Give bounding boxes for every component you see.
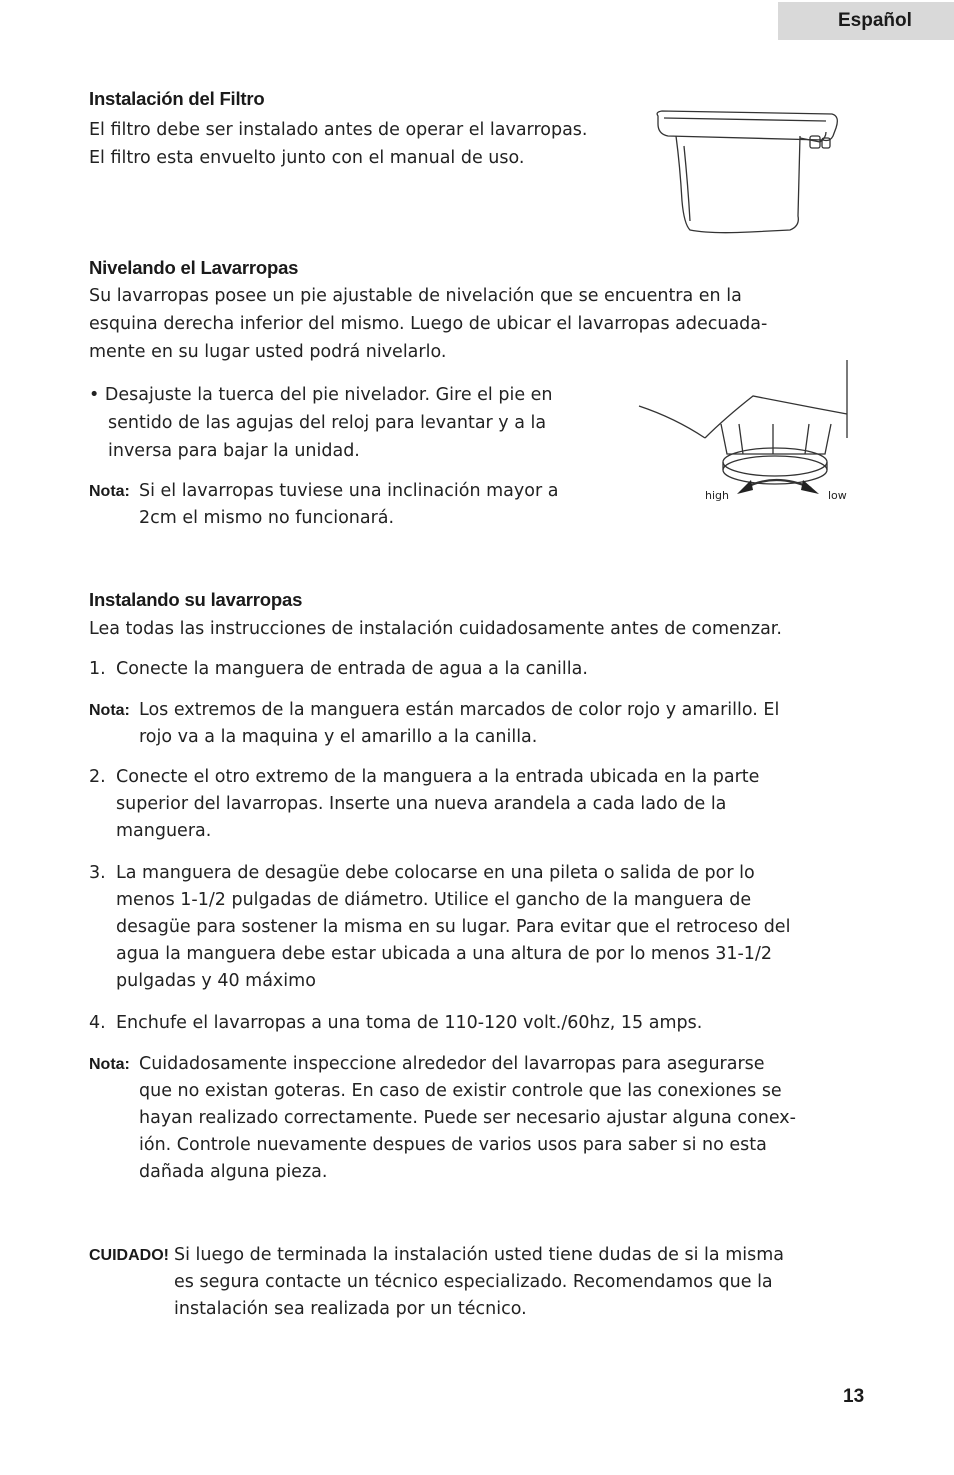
note-line: Los extremos de la manguera están marcados de color rojo y amarillo. El xyxy=(139,700,780,720)
leveling-heading: Nivelando el Lavarropas xyxy=(89,257,299,278)
leveling-text-line: Su lavarropas posee un pie ajustable de nivelación que se encuentra en la xyxy=(89,286,742,306)
caution-line: instalación sea realizada por un técnico. xyxy=(174,1299,527,1319)
page-number: 13 xyxy=(843,1386,865,1407)
note-line: 2cm el mismo no funcionará. xyxy=(139,508,395,528)
filter-heading: Instalación del Filtro xyxy=(89,88,265,109)
note-line: Si el lavarropas tuviese una inclinación mayor a xyxy=(139,481,559,501)
language-tab: Español xyxy=(778,2,954,40)
step-4 xyxy=(89,1010,859,1037)
high-label: high xyxy=(705,489,729,502)
leveling-foot-diagram xyxy=(635,358,855,508)
step-1 xyxy=(89,656,859,683)
step-line: desagüe para sostener la misma en su lugar. Para evitar que el retroceso del xyxy=(116,917,791,937)
note-line: que no existan goteras. En caso de existir controle que las conexiones se xyxy=(139,1081,782,1101)
install-heading: Instalando su lavarropas xyxy=(89,589,303,610)
caution xyxy=(89,1242,859,1323)
step-line: menos 1-1/2 pulgadas de diámetro. Utilice el gancho de la manguera de xyxy=(116,890,752,910)
bullet-line: • Desajuste la tuerca del pie nivelador. Gire el pie en xyxy=(89,385,553,405)
note-line: dañada alguna pieza. xyxy=(139,1162,328,1182)
step-3 xyxy=(89,860,859,995)
bullet-line: sentido de las agujas del reloj para levantar y a la xyxy=(108,413,547,433)
leveling-text-line: esquina derecha inferior del mismo. Luego de ubicar el lavarropas adecuada- xyxy=(89,314,768,334)
filter-text xyxy=(89,116,587,172)
step-number: 2. xyxy=(89,767,106,787)
caution-line: es segura contacte un técnico especializado. Recomendamos que la xyxy=(174,1272,773,1292)
note-label: Nota: xyxy=(89,1056,130,1073)
step-number: 3. xyxy=(89,863,106,883)
bullet-line: inversa para bajar la unidad. xyxy=(108,441,360,461)
note-2 xyxy=(89,1051,859,1186)
step-line: pulgadas y 40 máximo xyxy=(116,971,316,991)
step-line: La manguera de desagüe debe colocarse en una pileta o salida de por lo xyxy=(116,863,755,883)
install-intro: Lea todas las instrucciones de instalación cuidadosamente antes de comenzar. xyxy=(89,619,782,639)
step-line: Conecte el otro extremo de la manguera a la entrada ubicada en la parte xyxy=(116,767,760,787)
caution-label: CUIDADO! xyxy=(89,1247,169,1264)
step-number: 4. xyxy=(89,1013,106,1033)
note-line: hayan realizado correctamente. Puede ser necesario ajustar alguna conex- xyxy=(139,1108,796,1128)
low-label: low xyxy=(828,489,847,502)
filter-illustration xyxy=(650,106,845,238)
note-line: Cuidadosamente inspeccione alrededor del lavarropas para asegurarse xyxy=(139,1054,765,1074)
step-line: Conecte la manguera de entrada de agua a la canilla. xyxy=(116,659,588,679)
step-line: Enchufe el lavarropas a una toma de 110-120 volt./60hz, 15 amps. xyxy=(116,1013,703,1033)
caution-line: Si luego de terminada la instalación usted tiene dudas de si la misma xyxy=(174,1245,784,1265)
note-line: ión. Controle nuevamente despues de varios usos para saber si no esta xyxy=(139,1135,767,1155)
filter-text-line: El filtro esta envuelto junto con el manual de uso. xyxy=(89,148,525,168)
leveling-text-line: mente en su lugar usted podrá nivelarlo. xyxy=(89,342,447,362)
step-2 xyxy=(89,764,859,845)
step-line: manguera. xyxy=(116,821,212,841)
step-number: 1. xyxy=(89,659,106,679)
leveling-text xyxy=(89,282,879,366)
step-line: agua la manguera debe estar ubicada a una altura de por lo menos 31-1/2 xyxy=(116,944,772,964)
filter-text-line: El filtro debe ser instalado antes de operar el lavarropas. xyxy=(89,120,588,140)
note-label: Nota: xyxy=(89,483,130,500)
note-label: Nota: xyxy=(89,702,130,719)
leveling-note xyxy=(89,478,629,532)
step-line: superior del lavarropas. Inserte una nueva arandela a cada lado de la xyxy=(116,794,727,814)
leveling-bullet xyxy=(89,381,629,465)
note-1 xyxy=(89,697,859,751)
note-body xyxy=(89,478,629,532)
note-line: rojo va a la maquina y el amarillo a la canilla. xyxy=(139,727,538,747)
